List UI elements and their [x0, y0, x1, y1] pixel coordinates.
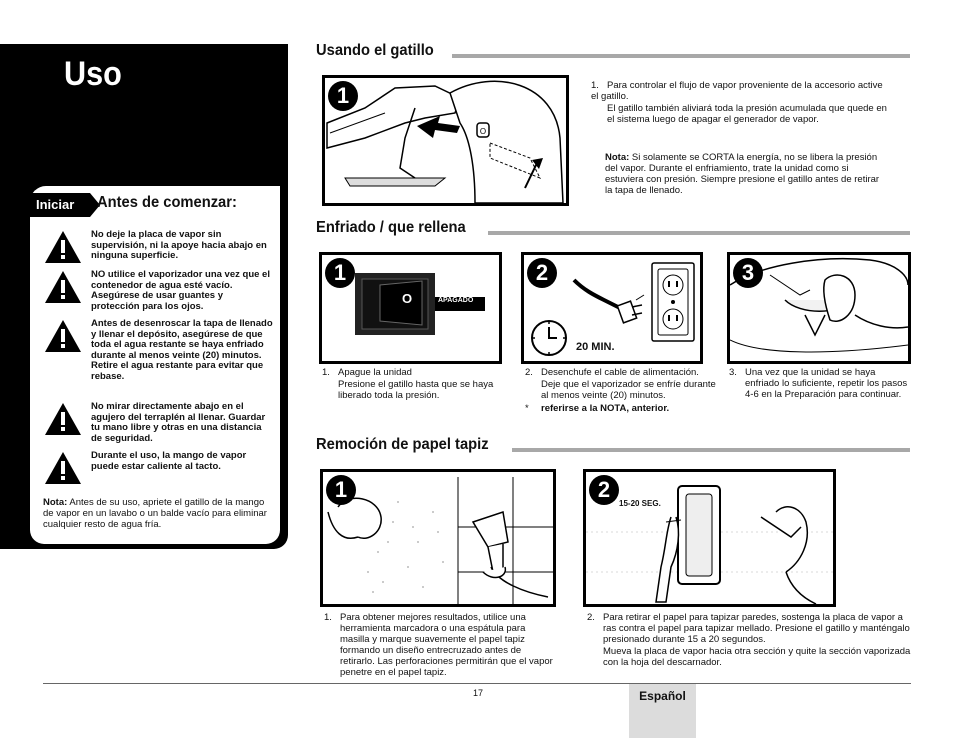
warning-text: Antes de desenroscar la tapa de llenado y llenar el depósito, asegúrese de que toda el agua restante se haya enfriado durante al menos veinte (20) minutos. Retire el agua restante para evitar que rebase.: [91, 318, 273, 382]
step-text: Para obtener mejores resultados, utilice una herramienta marcadora o una espátula para masilla y marque suavemente el papel tapiz formando un diseño entrecruzado antes de retirarlo. Las perforaciones permitirán que el vapor penetre en el papel tapiz.: [340, 612, 553, 678]
step-text: Para controlar el flujo de vapor proveniente de la accesorio active el gatillo.: [591, 80, 883, 102]
warning-icon: [44, 451, 82, 485]
language-label: Español: [639, 689, 686, 703]
step-number: 3.: [729, 367, 737, 378]
cooling-step-2: [525, 367, 725, 415]
warning-icon: [44, 402, 82, 436]
step-badge: 1: [326, 475, 356, 505]
step-detail: Mueva la placa de vapor hacia otra sección y quite la sección vaporizada con la hoja del descarnador.: [603, 646, 911, 668]
trigger-step: [591, 80, 891, 126]
warning-icon: [44, 319, 82, 353]
warning-text: No mirar directamente abajo en el agujero del terraplén al llenar. Guardar tu mano libre y otras en una distancia de seguridad.: [91, 401, 266, 444]
scoring-tool-illustration: [323, 472, 553, 604]
steam-plate-illustration: [586, 472, 833, 604]
steaming-illustration: [583, 469, 836, 607]
section-rule: [488, 231, 910, 235]
removal-heading: Remoción de papel tapiz: [316, 436, 489, 453]
trigger-illustration: [322, 75, 569, 206]
removal-step-2: [587, 612, 911, 669]
section-rule: [452, 54, 910, 58]
unplug-illustration: [521, 252, 703, 364]
page-number: 17: [472, 688, 483, 698]
scoring-illustration: [320, 469, 556, 607]
timer-label: 20 MIN.: [576, 341, 615, 353]
step-badge: 3: [733, 258, 763, 288]
step-number: 1.: [591, 80, 599, 91]
step-badge: 1: [328, 81, 358, 111]
step-detail: Deje que el vaporizador se enfríe durante al menos veinte (20) minutos.: [541, 379, 716, 401]
step-badge: 1: [325, 258, 355, 288]
warning-text: No deje la placa de vapor sin supervisión, ni la apoye hacia abajo en ninguna superficie.: [91, 229, 267, 261]
step-badge: 2: [589, 475, 619, 505]
start-tag: Iniciar: [30, 193, 90, 217]
step-number: 2.: [587, 612, 595, 623]
switch-illustration: [319, 252, 502, 364]
cooling-step-3: [729, 367, 911, 400]
step-number: 1.: [322, 367, 330, 378]
cooling-heading: Enfriado / que rellena: [316, 219, 466, 236]
trigger-heading: Usando el gatillo: [316, 42, 434, 59]
step-text: Apague la unidad: [338, 367, 412, 378]
trigger-note: [605, 152, 885, 196]
svg-text:O: O: [479, 127, 487, 136]
step-text: Una vez que la unidad se haya enfriado lo suficiente, repetir los pasos 4-6 en la Preparación para continuar.: [745, 367, 908, 400]
step-detail: Presione el gatillo hasta que se haya liberado toda la presión.: [338, 379, 494, 401]
asterisk: *: [525, 403, 529, 414]
removal-step-1: [324, 612, 556, 678]
note-text: Si solamente se CORTA la energía, no se libera la presión del vapor. Durante el enfriamiento, trate la unidad como si estuviera con presión. Siempre presione el gatillo antes de retirar la tapa de llenado.: [605, 152, 880, 196]
steam-handle-illustration: [325, 78, 566, 203]
step-badge: 2: [527, 258, 557, 288]
section-rule: [512, 448, 910, 452]
switch-label: APAGADO: [438, 297, 474, 304]
warning-text: Durante el uso, la mango de vapor puede estar caliente al tacto.: [91, 450, 247, 472]
cooling-step-1: [322, 367, 502, 402]
warning-text: NO utilice el vaporizador una vez que el contenedor de agua esté vacío. Asegúrese de usar guantes y protección para los ojos.: [91, 269, 270, 312]
step-detail: El gatillo también aliviará toda la presión acumulada que quede en el sistema luego de apagar el generador de vapor.: [607, 103, 887, 125]
before-heading: Antes de comenzar:: [97, 194, 237, 211]
time-label: 15-20 SEG.: [619, 499, 661, 508]
left-note: [43, 497, 275, 530]
note-label: Nota:: [43, 497, 68, 508]
note-label: Nota:: [605, 152, 630, 163]
ref-note: referirse a la NOTA, anterior.: [541, 403, 670, 414]
step-text: Para retirar el papel para tapizar paredes, sostenga la placa de vapor a ras contra el papel para tapizar mellado. Presione el gatillo y manténgalo presionado durante 15 a 20 segundos.: [603, 612, 910, 645]
warning-icon: [44, 270, 82, 304]
switch-symbol: O: [402, 291, 413, 306]
step-number: 2.: [525, 367, 533, 378]
footer-rule: [43, 683, 911, 684]
warning-icon: [44, 230, 82, 264]
refill-illustration: [727, 252, 911, 364]
note-text: Antes de su uso, apriete el gatillo de la mango de vapor en un lavabo o un balde vacío para eliminar cualquier resto de agua fría.: [43, 497, 267, 530]
page-title: Uso: [64, 55, 122, 93]
step-number: 1.: [324, 612, 332, 623]
step-text: Desenchufe el cable de alimentación.: [541, 367, 699, 378]
